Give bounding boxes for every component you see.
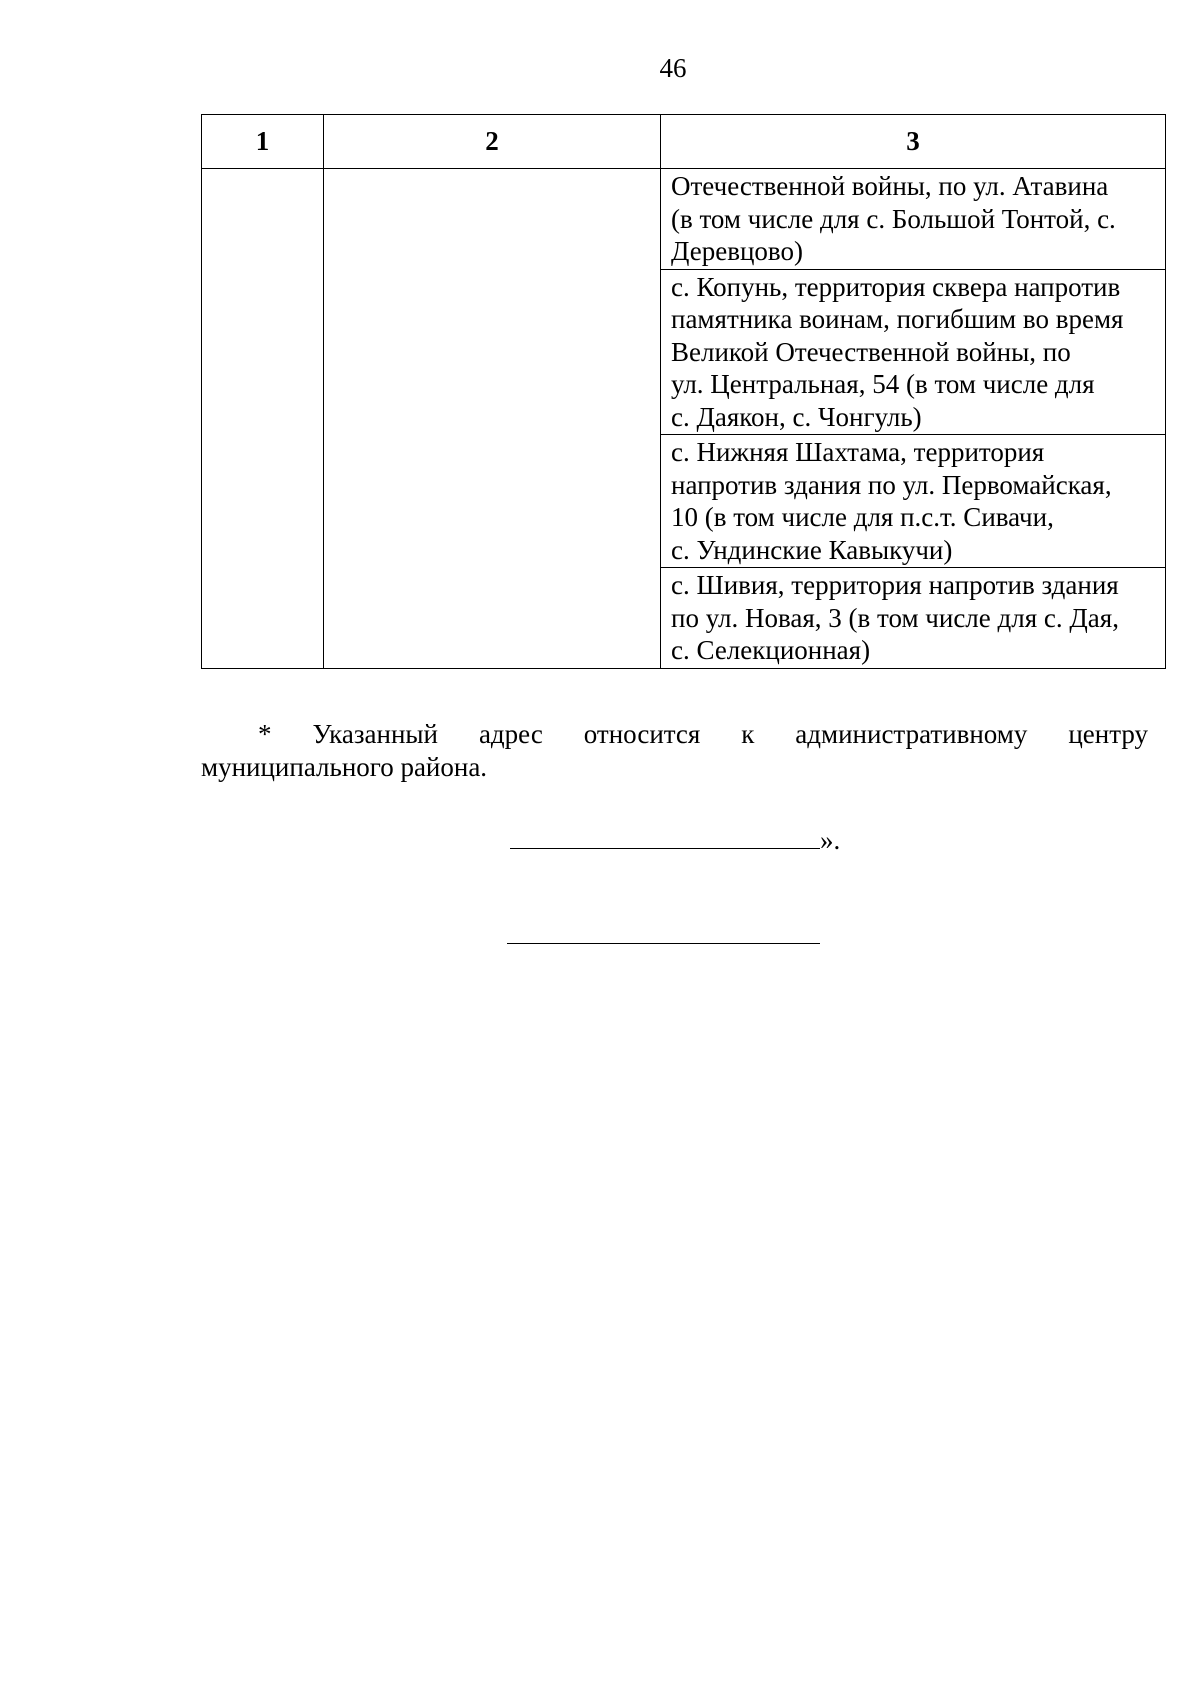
footnote-word: административному [795,719,1028,749]
column-header-3: 3 [661,115,1166,169]
address-cell [661,568,1166,669]
address-line: памятника воинам, погибшим во время [671,304,1124,334]
locations-table [201,114,1166,669]
footnote-asterisk: * [258,719,272,749]
address-cell [661,269,1166,435]
address-line: напротив здания по ул. Первомайская, [671,469,1112,500]
column-header-1: 1 [202,115,324,169]
address-cell [661,169,1166,270]
table-cell-col2 [324,169,661,669]
address-line: Отечественной войны, по ул. Атавина [671,171,1109,201]
address-line: 10 (в том числе для п.с.т. Сивачи, [671,502,1054,532]
footnote-word: к [741,719,755,749]
address-line: ул. Центральная, 54 (в том числе для [671,369,1095,399]
page-number: 46 [659,53,687,83]
address-line: с. Даякон, с. Чонгуль) [671,401,922,432]
footnote-word: относится [583,719,701,749]
footnote-line-2: муниципального района. [201,752,488,782]
end-underline [510,822,820,849]
address-line: по ул. Новая, 3 (в том числе для с. Дая, [671,602,1119,633]
footnote-word: центру [1068,719,1148,749]
closing-quote: ». [820,825,841,855]
table-header-row [202,115,1166,169]
address-line: (в том числе для с. Большой Тонтой, с. [671,203,1116,234]
footnote-word: Указанный [312,719,439,749]
address-line: Деревцово) [671,236,803,266]
address-line: с. Копунь, территория сквера напротив [671,271,1121,302]
address-cell [661,435,1166,568]
closing-rule [507,943,820,944]
table-cell-col1 [202,169,324,669]
column-header-2: 2 [324,115,661,169]
address-line: с. Ундинские Кавыкучи) [671,534,953,565]
address-line: с. Нижняя Шахтама, территория [671,437,1045,467]
end-mark [510,822,840,856]
table-row [202,169,1166,270]
address-line: с. Шивия, территория напротив здания [671,570,1119,600]
footnote-line-1 [201,718,1148,751]
address-line: с. Селекционная) [671,635,871,665]
address-line: Великой Отечественной войны, по [671,336,1071,367]
footnote [201,718,1148,784]
footnote-word: адрес [478,719,543,749]
